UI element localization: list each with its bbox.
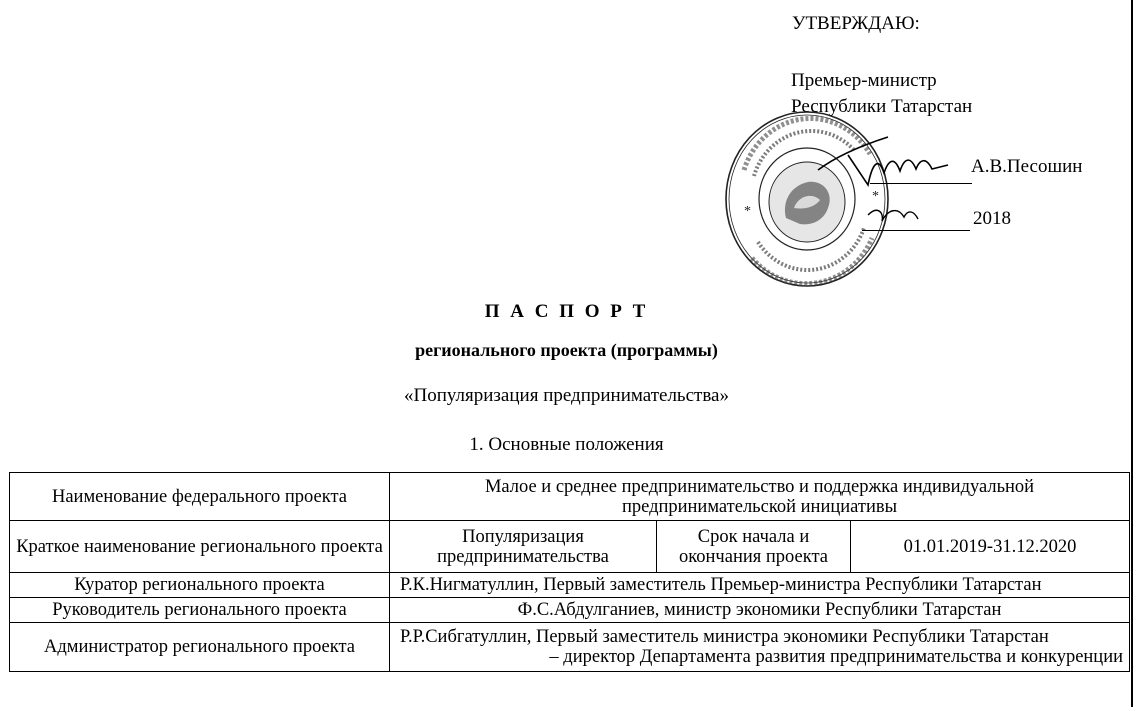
federal-project-value <box>390 473 1130 521</box>
table-row <box>10 573 1130 598</box>
admin-label: Администратор регионального проекта <box>10 623 390 672</box>
handwritten-signature <box>808 125 973 235</box>
short-name-value: Популяризация предпринимательства <box>390 521 657 573</box>
star-left-icon: * <box>744 204 751 219</box>
federal-project-value-line2: предпринимательской инициативы <box>621 496 898 517</box>
main-provisions-table <box>9 472 1130 672</box>
head-label: Руководитель регионального проекта <box>10 598 390 623</box>
approver-name: А.В.Песошин <box>971 156 1083 177</box>
document-subtitle: регионального проекта (программы) <box>415 340 718 360</box>
star-right-icon: * <box>872 189 879 204</box>
head-value: Ф.С.Абдулганиев, министр экономики Республики Татарстан <box>390 598 1130 623</box>
curator-label: Куратор регионального проекта <box>10 573 390 598</box>
table-row <box>10 521 1130 573</box>
admin-value-line2: – директор Департамента развития предпринимательства и конкуренции <box>549 647 1124 667</box>
federal-project-label: Наименование федерального проекта <box>10 473 390 521</box>
approval-heading: УТВЕРЖДАЮ: <box>792 13 920 34</box>
signature-line <box>870 183 972 184</box>
term-label: Срок начала и окончания проекта <box>657 521 851 573</box>
section-title: 1. Основные положения <box>469 434 664 455</box>
term-value: 01.01.2019-31.12.2020 <box>851 521 1130 573</box>
admin-value-line1: Р.Р.Сибгатуллин, Первый заместитель министра экономики Республики Татарстан <box>400 627 1049 647</box>
approval-position-line2: Республики Татарстан <box>791 96 973 117</box>
curator-value: Р.К.Нигматуллин, Первый заместитель Премьер-министра Республики Татарстан <box>390 573 1130 598</box>
document-title: П А С П О Р Т <box>484 301 649 322</box>
approval-position-line1: Премьер-министр <box>791 70 937 91</box>
table-row <box>10 598 1130 623</box>
federal-project-value-line1: Малое и среднее предпринимательство и поддержка индивидуальной <box>484 476 1035 497</box>
project-name: «Популяризация предпринимательства» <box>403 385 729 406</box>
approval-year: 2018 <box>973 208 1011 229</box>
date-line <box>862 230 970 231</box>
short-name-label: Краткое наименование регионального проекта <box>10 521 390 573</box>
admin-value <box>390 623 1130 672</box>
table-row <box>10 473 1130 521</box>
table-row <box>10 623 1130 672</box>
